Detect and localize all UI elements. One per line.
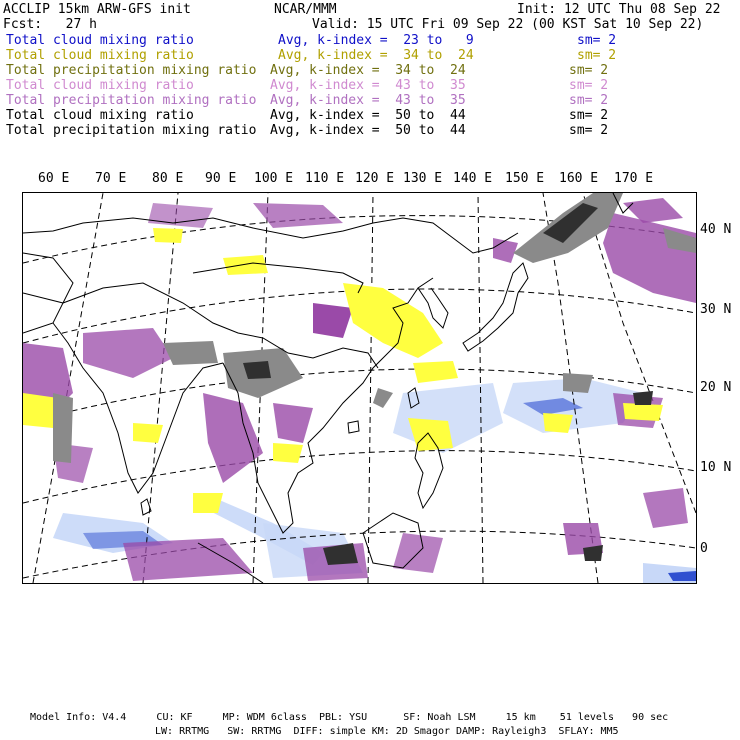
legend-index-range: Avg, k-index = 34 to 24 <box>270 63 466 78</box>
legend-smoothing: sm= 2 <box>569 78 609 93</box>
legend-index-range: Avg, k-index = 23 to 9 <box>278 33 474 48</box>
legend-index-range: Avg, k-index = 34 to 24 <box>278 48 474 63</box>
forecast-hour: Fcst: 27 h <box>3 17 97 32</box>
lon-label: 90 E <box>205 171 237 186</box>
lat-label: 10 N <box>700 460 732 475</box>
forecast-map <box>23 193 696 583</box>
lat-label: 40 N <box>700 222 732 237</box>
lon-label: 130 E <box>403 171 443 186</box>
lon-label: 150 E <box>505 171 545 186</box>
lon-label: 120 E <box>355 171 395 186</box>
legend-field-name: Total precipitation mixing ratio <box>6 93 257 108</box>
model-info-line2: LW: RRTMG SW: RRTMG DIFF: simple KM: 2D Smagor DAMP: Rayleigh3 SFLAY: MM5 <box>155 726 619 737</box>
lat-label: 0 <box>700 541 708 556</box>
legend-field-name: Total cloud mixing ratio <box>6 108 194 123</box>
legend-field-name: Total cloud mixing ratio <box>6 48 194 63</box>
lat-label: 20 N <box>700 380 732 395</box>
lon-label: 70 E <box>95 171 127 186</box>
legend-smoothing: sm= 2 <box>569 93 609 108</box>
legend-index-range: Avg, k-index = 43 to 35 <box>270 93 466 108</box>
legend-field-name: Total precipitation mixing ratio <box>6 63 257 78</box>
legend-field-name: Total precipitation mixing ratio <box>6 123 257 138</box>
legend-smoothing: sm= 2 <box>569 108 609 123</box>
model-info-line1: Model Info: V4.4 CU: KF MP: WDM 6class PBL: YSU SF: Noah LSM 15 km 51 levels 90 sec <box>30 712 669 723</box>
map-panel <box>22 192 697 584</box>
lon-label: 100 E <box>254 171 294 186</box>
lon-label: 140 E <box>453 171 493 186</box>
legend-index-range: Avg, k-index = 50 to 44 <box>270 108 466 123</box>
lon-label: 170 E <box>614 171 654 186</box>
legend-smoothing: sm= 2 <box>577 48 617 63</box>
run-title: ACCLIP 15km ARW-GFS init <box>3 2 191 17</box>
legend-smoothing: sm= 2 <box>577 33 617 48</box>
legend-field-name: Total cloud mixing ratio <box>6 78 194 93</box>
lon-label: 60 E <box>38 171 70 186</box>
legend-index-range: Avg, k-index = 43 to 35 <box>270 78 466 93</box>
lat-label: 30 N <box>700 302 732 317</box>
lon-label: 80 E <box>152 171 184 186</box>
legend-smoothing: sm= 2 <box>569 63 609 78</box>
legend-index-range: Avg, k-index = 50 to 44 <box>270 123 466 138</box>
lon-label: 160 E <box>559 171 599 186</box>
init-time: Init: 12 UTC Thu 08 Sep 22 <box>517 2 721 17</box>
legend-smoothing: sm= 2 <box>569 123 609 138</box>
valid-time: Valid: 15 UTC Fri 09 Sep 22 (00 KST Sat 10 Sep 22) <box>312 17 704 32</box>
lon-label: 110 E <box>305 171 345 186</box>
legend-field-name: Total cloud mixing ratio <box>6 33 194 48</box>
institution-label: NCAR/MMM <box>274 2 337 17</box>
